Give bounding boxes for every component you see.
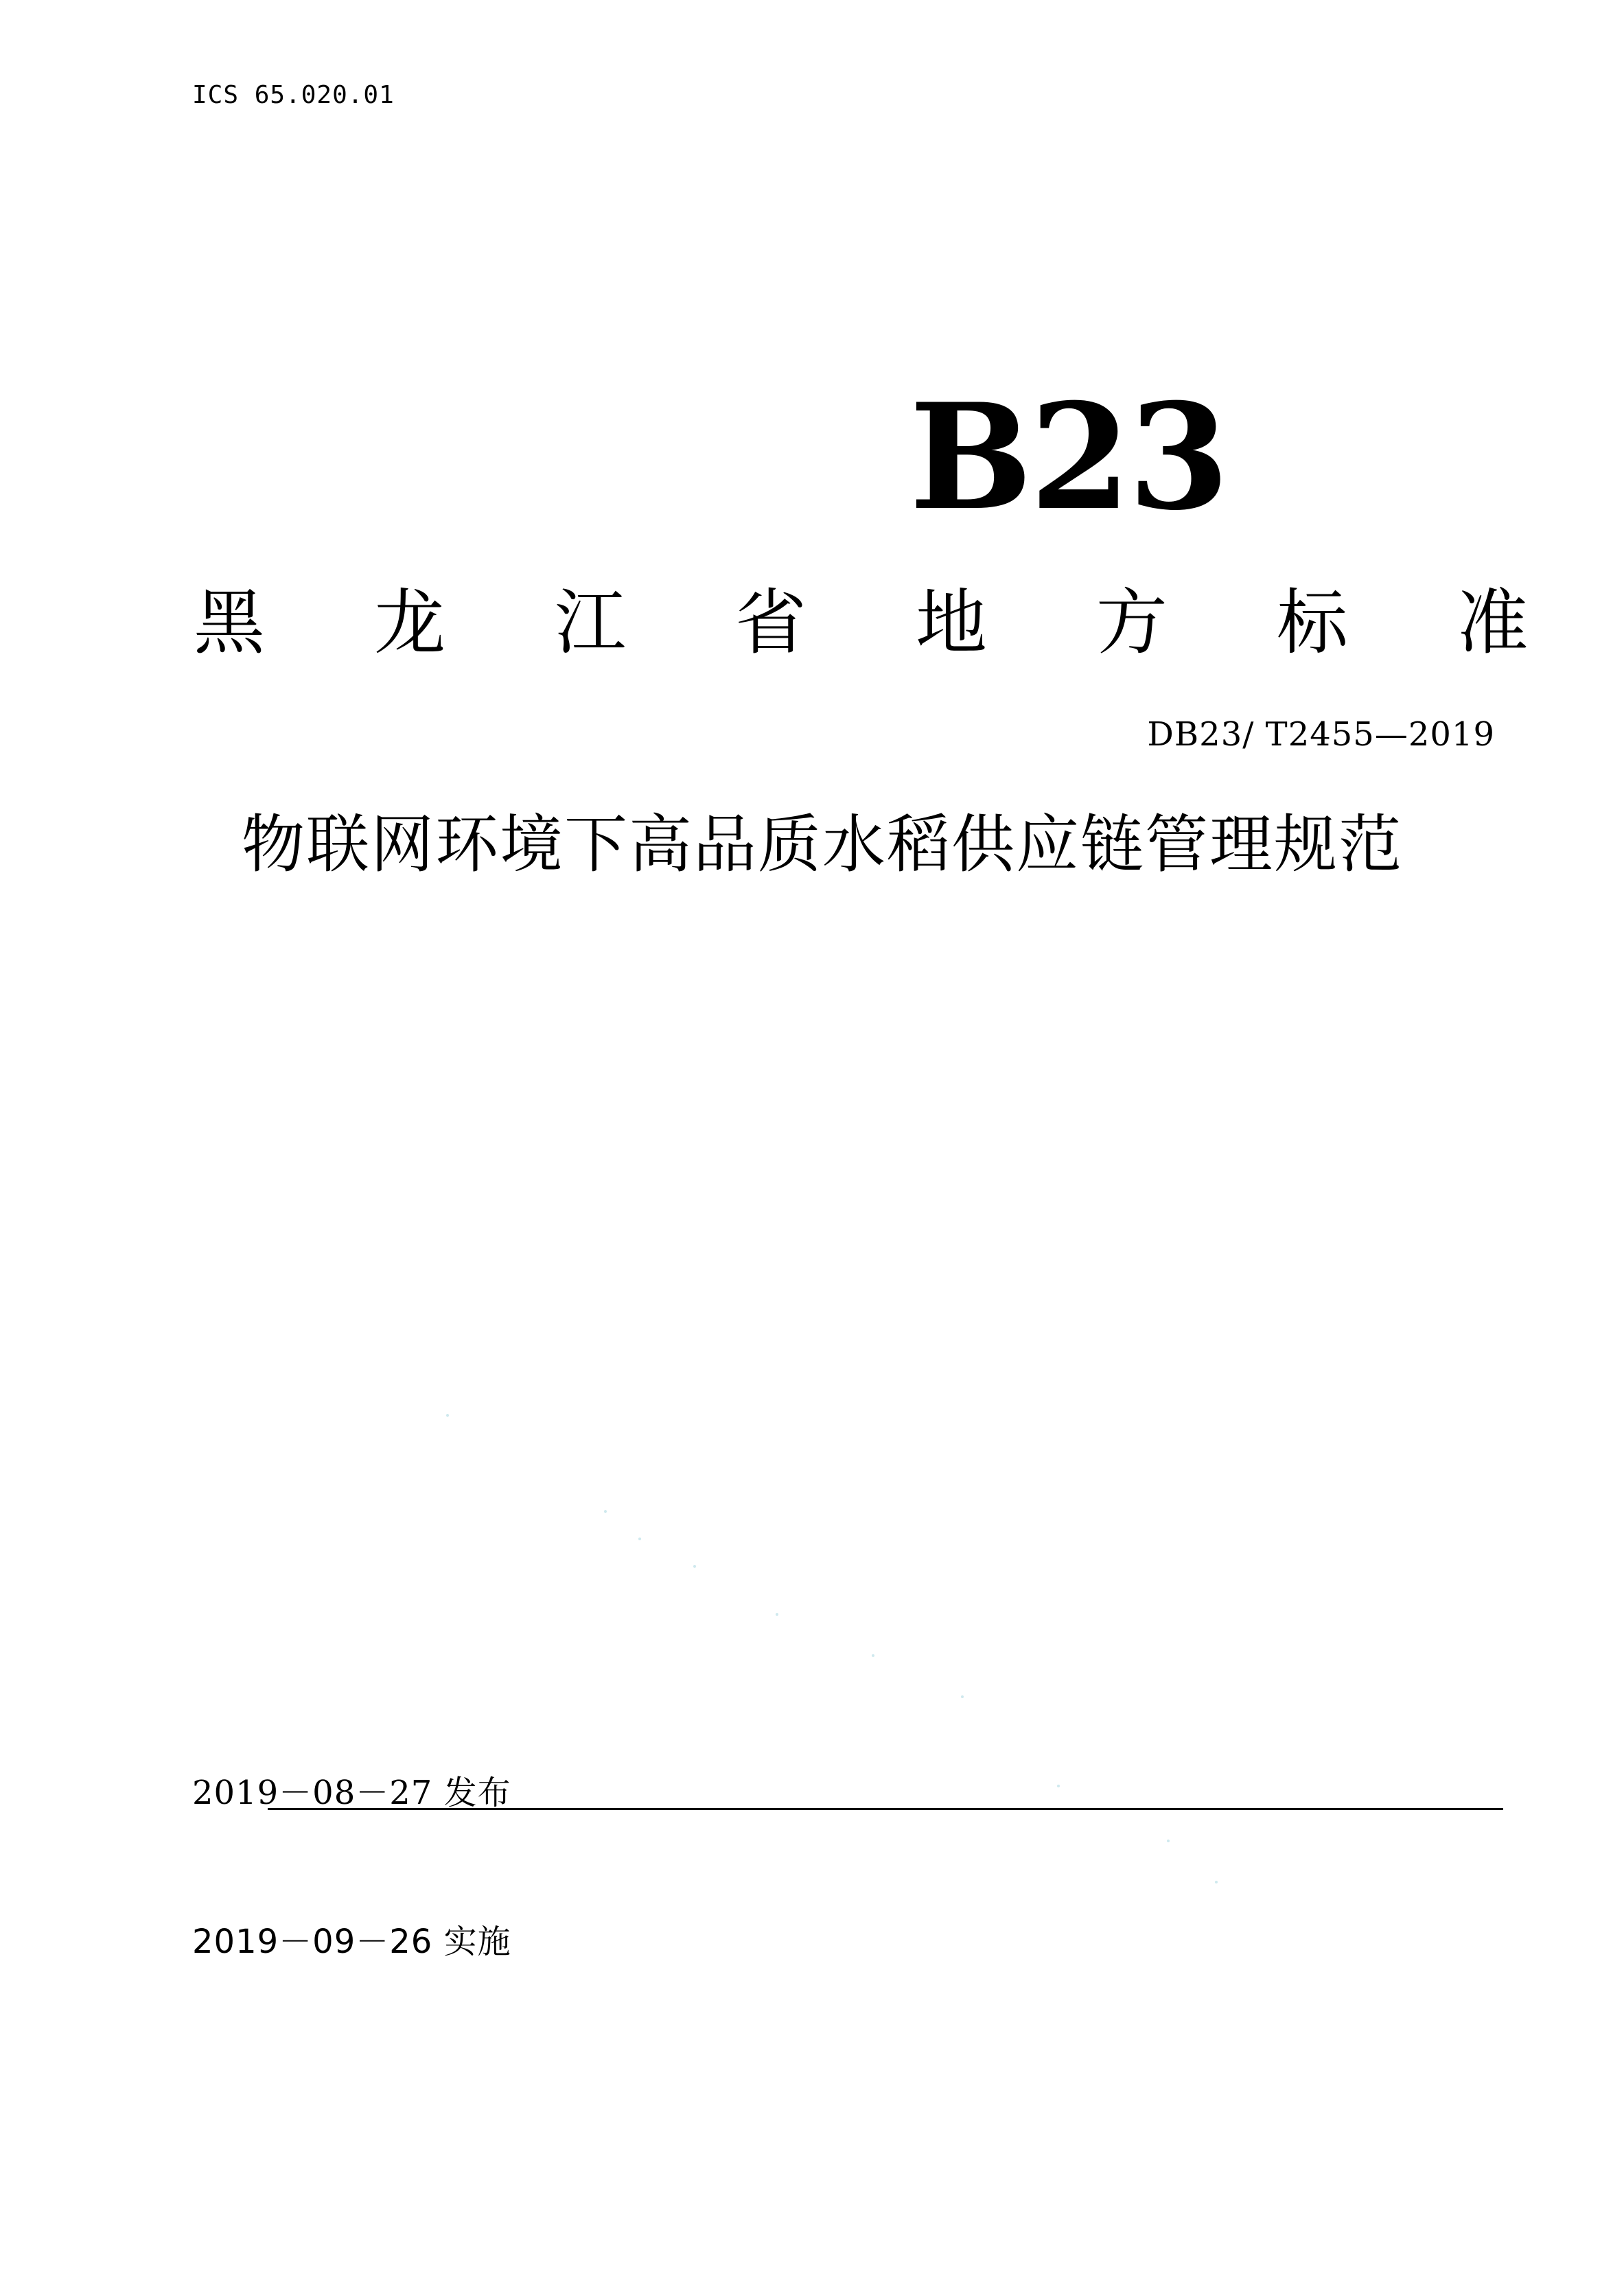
publish-divider bbox=[268, 1808, 1503, 1810]
standard-type-char: 地 bbox=[915, 581, 987, 664]
standard-type-char: 标 bbox=[1276, 581, 1348, 664]
standard-type-char: 省 bbox=[734, 581, 807, 664]
implement-date: 2019－09－26 实施 bbox=[192, 1923, 511, 1961]
standard-type-char: 方 bbox=[1095, 581, 1168, 664]
standard-number: DB23/ T2455—2019 bbox=[1147, 715, 1495, 754]
standard-type-char: 准 bbox=[1457, 581, 1529, 664]
standard-type-char: 黑 bbox=[194, 581, 266, 664]
standard-type-char: 江 bbox=[554, 581, 626, 664]
ics-code: ICS 65.020.01 bbox=[192, 81, 395, 109]
standard-type-char: 龙 bbox=[373, 581, 445, 664]
standard-logo-code: B23 bbox=[909, 371, 1227, 542]
publish-date: 2019－08－27 发布 bbox=[192, 1774, 511, 1812]
standard-type-heading bbox=[194, 581, 1529, 664]
document-title: 物联网环境下高品质水稻供应链管理规范 bbox=[241, 808, 1403, 881]
